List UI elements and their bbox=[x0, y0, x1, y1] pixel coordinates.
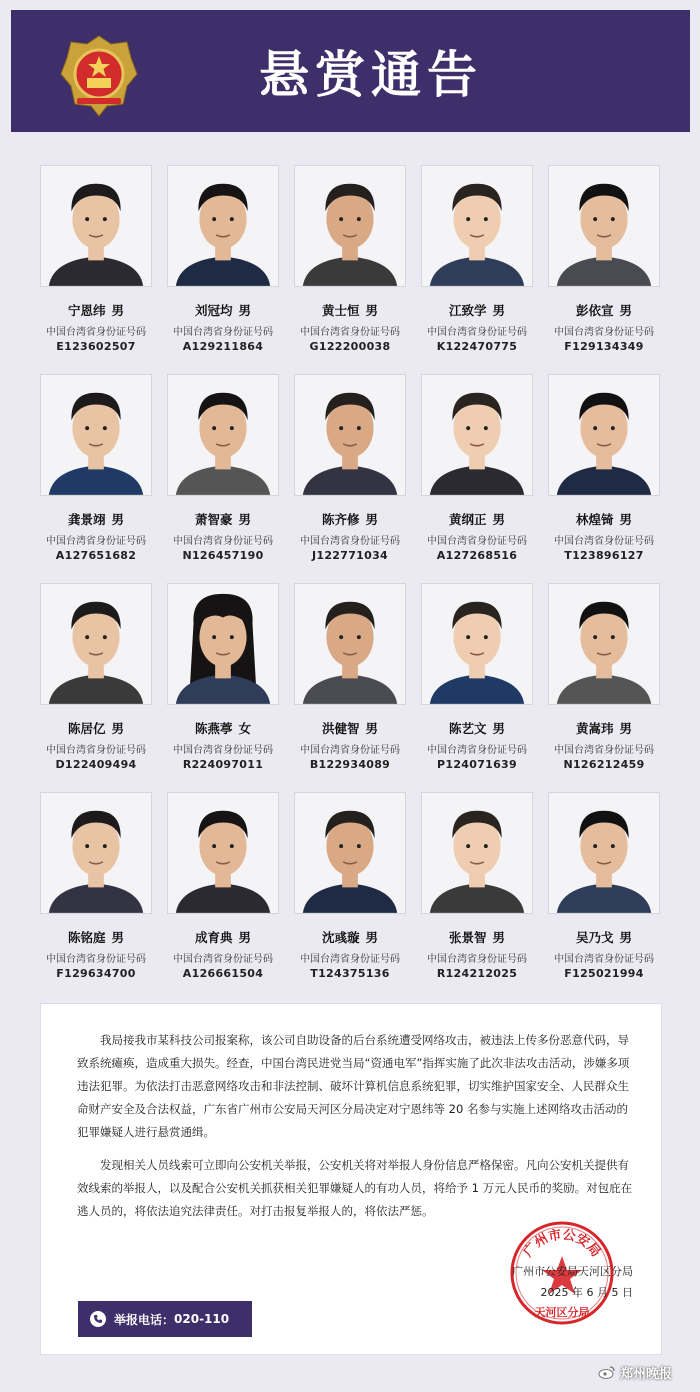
suspect-gender: 男 bbox=[492, 303, 506, 318]
suspect-name-row bbox=[409, 510, 545, 528]
id-number: K122470775 bbox=[436, 340, 518, 353]
suspect-name: 林煌锜 bbox=[575, 512, 614, 527]
id-label: 中国台湾省身份证号码 bbox=[173, 536, 273, 547]
id-number: A126661504 bbox=[182, 967, 264, 980]
suspect-name: 洪健智 bbox=[321, 721, 360, 736]
seal-text-bottom: 天河区分局 bbox=[534, 1306, 590, 1319]
suspect-gender: 男 bbox=[619, 303, 633, 318]
suspect-card bbox=[150, 583, 277, 792]
suspect-card bbox=[23, 374, 150, 583]
suspect-name: 陈居亿 bbox=[67, 721, 106, 736]
suspect-card bbox=[277, 374, 404, 583]
watermark-text: 郑州晚报 bbox=[620, 1366, 673, 1382]
id-number: A127651682 bbox=[55, 549, 137, 562]
suspect-name-row bbox=[409, 301, 545, 319]
id-label: 中国台湾省身份证号码 bbox=[554, 327, 654, 338]
suspect-gender: 男 bbox=[492, 930, 506, 945]
suspect-card bbox=[531, 583, 658, 792]
id-number: P124071639 bbox=[437, 758, 517, 771]
id-label: 中国台湾省身份证号码 bbox=[173, 954, 273, 965]
id-label: 中国台湾省身份证号码 bbox=[554, 536, 654, 547]
id-number: G122200038 bbox=[309, 340, 391, 353]
suspect-photo bbox=[294, 165, 406, 287]
suspect-photo bbox=[40, 165, 152, 287]
suspect-photo bbox=[548, 374, 660, 496]
suspect-name-row bbox=[536, 301, 672, 319]
id-number: F129134349 bbox=[564, 340, 644, 353]
suspect-gender: 男 bbox=[619, 930, 633, 945]
suspect-photo bbox=[548, 583, 660, 705]
portrait-icon bbox=[422, 166, 532, 286]
suspect-name: 吴乃戈 bbox=[575, 930, 614, 945]
suspect-card bbox=[277, 165, 404, 374]
suspect-name-row bbox=[28, 301, 164, 319]
suspect-card bbox=[404, 583, 531, 792]
suspect-name: 陈齐修 bbox=[321, 512, 360, 527]
suspect-name: 江致学 bbox=[448, 303, 487, 318]
portrait-icon bbox=[549, 793, 659, 913]
suspect-card bbox=[23, 792, 150, 1001]
suspect-gender: 男 bbox=[365, 930, 379, 945]
suspect-name: 彭依宣 bbox=[575, 303, 614, 318]
portrait-icon bbox=[168, 584, 278, 704]
id-number: D122409494 bbox=[55, 758, 137, 771]
suspect-name-row bbox=[282, 928, 418, 946]
portrait-icon bbox=[295, 793, 405, 913]
suspect-gender: 男 bbox=[365, 303, 379, 318]
id-label: 中国台湾省身份证号码 bbox=[300, 327, 400, 338]
portrait-icon bbox=[168, 166, 278, 286]
suspect-card bbox=[23, 583, 150, 792]
suspect-photo bbox=[421, 792, 533, 914]
id-number: E123602507 bbox=[56, 340, 136, 353]
weibo-icon bbox=[598, 1365, 616, 1379]
suspect-photo bbox=[294, 792, 406, 914]
suspect-name-row bbox=[282, 301, 418, 319]
id-number: T124375136 bbox=[310, 967, 390, 980]
id-number: J122771034 bbox=[312, 549, 388, 562]
suspect-name-row bbox=[28, 510, 164, 528]
suspect-card bbox=[531, 165, 658, 374]
suspect-name: 陈艺文 bbox=[448, 721, 487, 736]
suspect-card bbox=[23, 165, 150, 374]
id-label: 中国台湾省身份证号码 bbox=[46, 745, 146, 756]
suspect-gender: 男 bbox=[238, 512, 252, 527]
portrait-icon bbox=[422, 375, 532, 495]
portrait-icon bbox=[168, 793, 278, 913]
suspect-name: 陈燕葶 bbox=[194, 721, 233, 736]
suspect-gender: 女 bbox=[238, 721, 252, 736]
portrait-icon bbox=[41, 793, 151, 913]
suspect-card bbox=[404, 374, 531, 583]
portrait-icon bbox=[41, 584, 151, 704]
portrait-icon bbox=[41, 375, 151, 495]
suspect-gender: 男 bbox=[492, 512, 506, 527]
issue-date: 2025 年 6 月 5 日 bbox=[540, 1286, 633, 1299]
suspect-card bbox=[404, 792, 531, 1001]
suspect-gender: 男 bbox=[111, 930, 125, 945]
suspect-name-row bbox=[282, 510, 418, 528]
suspect-photo bbox=[421, 374, 533, 496]
portrait-icon bbox=[295, 584, 405, 704]
suspect-card bbox=[277, 583, 404, 792]
id-label: 中国台湾省身份证号码 bbox=[173, 327, 273, 338]
suspect-photo bbox=[421, 165, 533, 287]
notice-paragraph-2: 发现相关人员线索可立即向公安机关举报，公安机关将对举报人身份信息严格保密。凡向公安机关提供有效线索的举报人，以及配合公安机关抓获相关犯罪嫌疑人的有功人员，将给予 1 万元人民币的奖励。对包庇在逃人员的，将依法追究法律责任。对打击报复举报人的，将依法严惩。 bbox=[77, 1158, 633, 1218]
portrait-icon bbox=[549, 375, 659, 495]
id-label: 中国台湾省身份证号码 bbox=[46, 327, 146, 338]
suspect-grid bbox=[23, 165, 679, 1001]
suspect-name: 刘冠均 bbox=[194, 303, 233, 318]
suspect-name: 沈彧璇 bbox=[321, 930, 360, 945]
suspect-card bbox=[277, 792, 404, 1001]
suspect-name-row bbox=[155, 719, 291, 737]
suspect-name: 宁恩纬 bbox=[67, 303, 106, 318]
suspect-name-row bbox=[536, 928, 672, 946]
suspect-gender: 男 bbox=[619, 721, 633, 736]
id-label: 中国台湾省身份证号码 bbox=[427, 954, 527, 965]
suspect-name-row bbox=[155, 928, 291, 946]
suspect-photo bbox=[548, 792, 660, 914]
id-label: 中国台湾省身份证号码 bbox=[427, 745, 527, 756]
portrait-icon bbox=[422, 793, 532, 913]
id-label: 中国台湾省身份证号码 bbox=[554, 745, 654, 756]
id-label: 中国台湾省身份证号码 bbox=[46, 536, 146, 547]
id-label: 中国台湾省身份证号码 bbox=[300, 745, 400, 756]
id-label: 中国台湾省身份证号码 bbox=[554, 954, 654, 965]
id-number: A127268516 bbox=[436, 549, 518, 562]
suspect-gender: 男 bbox=[238, 303, 252, 318]
suspect-gender: 男 bbox=[365, 721, 379, 736]
id-label: 中国台湾省身份证号码 bbox=[300, 954, 400, 965]
page-title: 悬赏通告 bbox=[259, 46, 483, 104]
suspect-card bbox=[531, 792, 658, 1001]
issuer-name: 广州市公安局天河区分局 bbox=[512, 1265, 633, 1278]
police-emblem-icon bbox=[59, 34, 139, 118]
header-banner bbox=[11, 10, 690, 132]
id-number: A129211864 bbox=[182, 340, 264, 353]
id-label: 中国台湾省身份证号码 bbox=[427, 536, 527, 547]
suspect-gender: 男 bbox=[238, 930, 252, 945]
id-number: N126457190 bbox=[182, 549, 264, 562]
id-label: 中国台湾省身份证号码 bbox=[173, 745, 273, 756]
suspect-photo bbox=[294, 583, 406, 705]
id-label: 中国台湾省身份证号码 bbox=[427, 327, 527, 338]
suspect-name: 萧智豪 bbox=[194, 512, 233, 527]
suspect-name-row bbox=[282, 719, 418, 737]
suspect-photo bbox=[40, 583, 152, 705]
id-label: 中国台湾省身份证号码 bbox=[46, 954, 146, 965]
portrait-icon bbox=[549, 584, 659, 704]
suspect-card bbox=[150, 165, 277, 374]
suspect-photo bbox=[167, 583, 279, 705]
portrait-icon bbox=[422, 584, 532, 704]
suspect-name: 黄嵩玮 bbox=[575, 721, 614, 736]
id-label: 中国台湾省身份证号码 bbox=[300, 536, 400, 547]
suspect-gender: 男 bbox=[111, 512, 125, 527]
suspect-photo bbox=[40, 374, 152, 496]
hotline-label: 举报电话： bbox=[114, 1312, 175, 1327]
suspect-photo bbox=[167, 374, 279, 496]
id-number: F125021994 bbox=[564, 967, 644, 980]
suspect-photo bbox=[167, 165, 279, 287]
suspect-photo bbox=[40, 792, 152, 914]
suspect-name-row bbox=[536, 719, 672, 737]
suspect-name-row bbox=[409, 928, 545, 946]
suspect-gender: 男 bbox=[111, 303, 125, 318]
hotline-number: 020-110 bbox=[174, 1312, 230, 1326]
id-number: N126212459 bbox=[563, 758, 645, 771]
suspect-gender: 男 bbox=[365, 512, 379, 527]
suspect-card bbox=[150, 374, 277, 583]
suspect-gender: 男 bbox=[111, 721, 125, 736]
id-number: T123896127 bbox=[564, 549, 644, 562]
suspect-name: 龚景翊 bbox=[67, 512, 106, 527]
portrait-icon bbox=[295, 166, 405, 286]
suspect-name-row bbox=[536, 510, 672, 528]
suspect-name-row bbox=[409, 719, 545, 737]
suspect-name: 黄士恒 bbox=[321, 303, 360, 318]
suspect-name-row bbox=[155, 301, 291, 319]
suspect-name: 陈铭庭 bbox=[67, 930, 106, 945]
hotline-badge[interactable] bbox=[78, 1301, 252, 1337]
suspect-photo bbox=[421, 583, 533, 705]
suspect-name-row bbox=[155, 510, 291, 528]
notice-paragraph-1: 我局接我市某科技公司报案称，该公司自助设备的后台系统遭受网络攻击，被违法上传多份恶意代码，导致系统瘫痪，造成重大损失。经查，中国台湾民进党当局“资通电军”指挥实施了此次非法攻击活动，涉嫌多项违法犯罪。为依法打击恶意网络攻击和非法控制、破坏计算机信息系统犯罪，切实维护国家安全、人民群众生命财产安全及合法权益，广东省广州市公安局天河区分局决定对宁恩纬等 20 名参与实施上述网络攻击活动的犯罪嫌疑人进行悬赏通缉。 bbox=[77, 1033, 630, 1139]
id-number: R124212025 bbox=[436, 967, 518, 980]
suspect-name: 成育典 bbox=[194, 930, 233, 945]
suspect-card bbox=[150, 792, 277, 1001]
suspect-gender: 男 bbox=[492, 721, 506, 736]
suspect-name: 黄纲正 bbox=[448, 512, 487, 527]
seal-text-top: 广州市公安局 bbox=[520, 1227, 604, 1261]
suspect-photo bbox=[167, 792, 279, 914]
portrait-icon bbox=[41, 166, 151, 286]
suspect-card bbox=[531, 374, 658, 583]
suspect-gender: 男 bbox=[619, 512, 633, 527]
suspect-photo bbox=[294, 374, 406, 496]
watermark bbox=[598, 1361, 672, 1383]
portrait-icon bbox=[168, 375, 278, 495]
phone-icon bbox=[90, 1311, 106, 1327]
suspect-photo bbox=[548, 165, 660, 287]
suspect-name-row bbox=[28, 928, 164, 946]
suspect-card bbox=[404, 165, 531, 374]
id-number: B122934089 bbox=[309, 758, 391, 771]
id-number: F129634700 bbox=[56, 967, 136, 980]
suspect-name: 张景智 bbox=[448, 930, 487, 945]
id-number: R224097011 bbox=[182, 758, 264, 771]
notice-panel bbox=[40, 1003, 662, 1355]
suspect-name-row bbox=[28, 719, 164, 737]
portrait-icon bbox=[295, 375, 405, 495]
portrait-icon bbox=[549, 166, 659, 286]
